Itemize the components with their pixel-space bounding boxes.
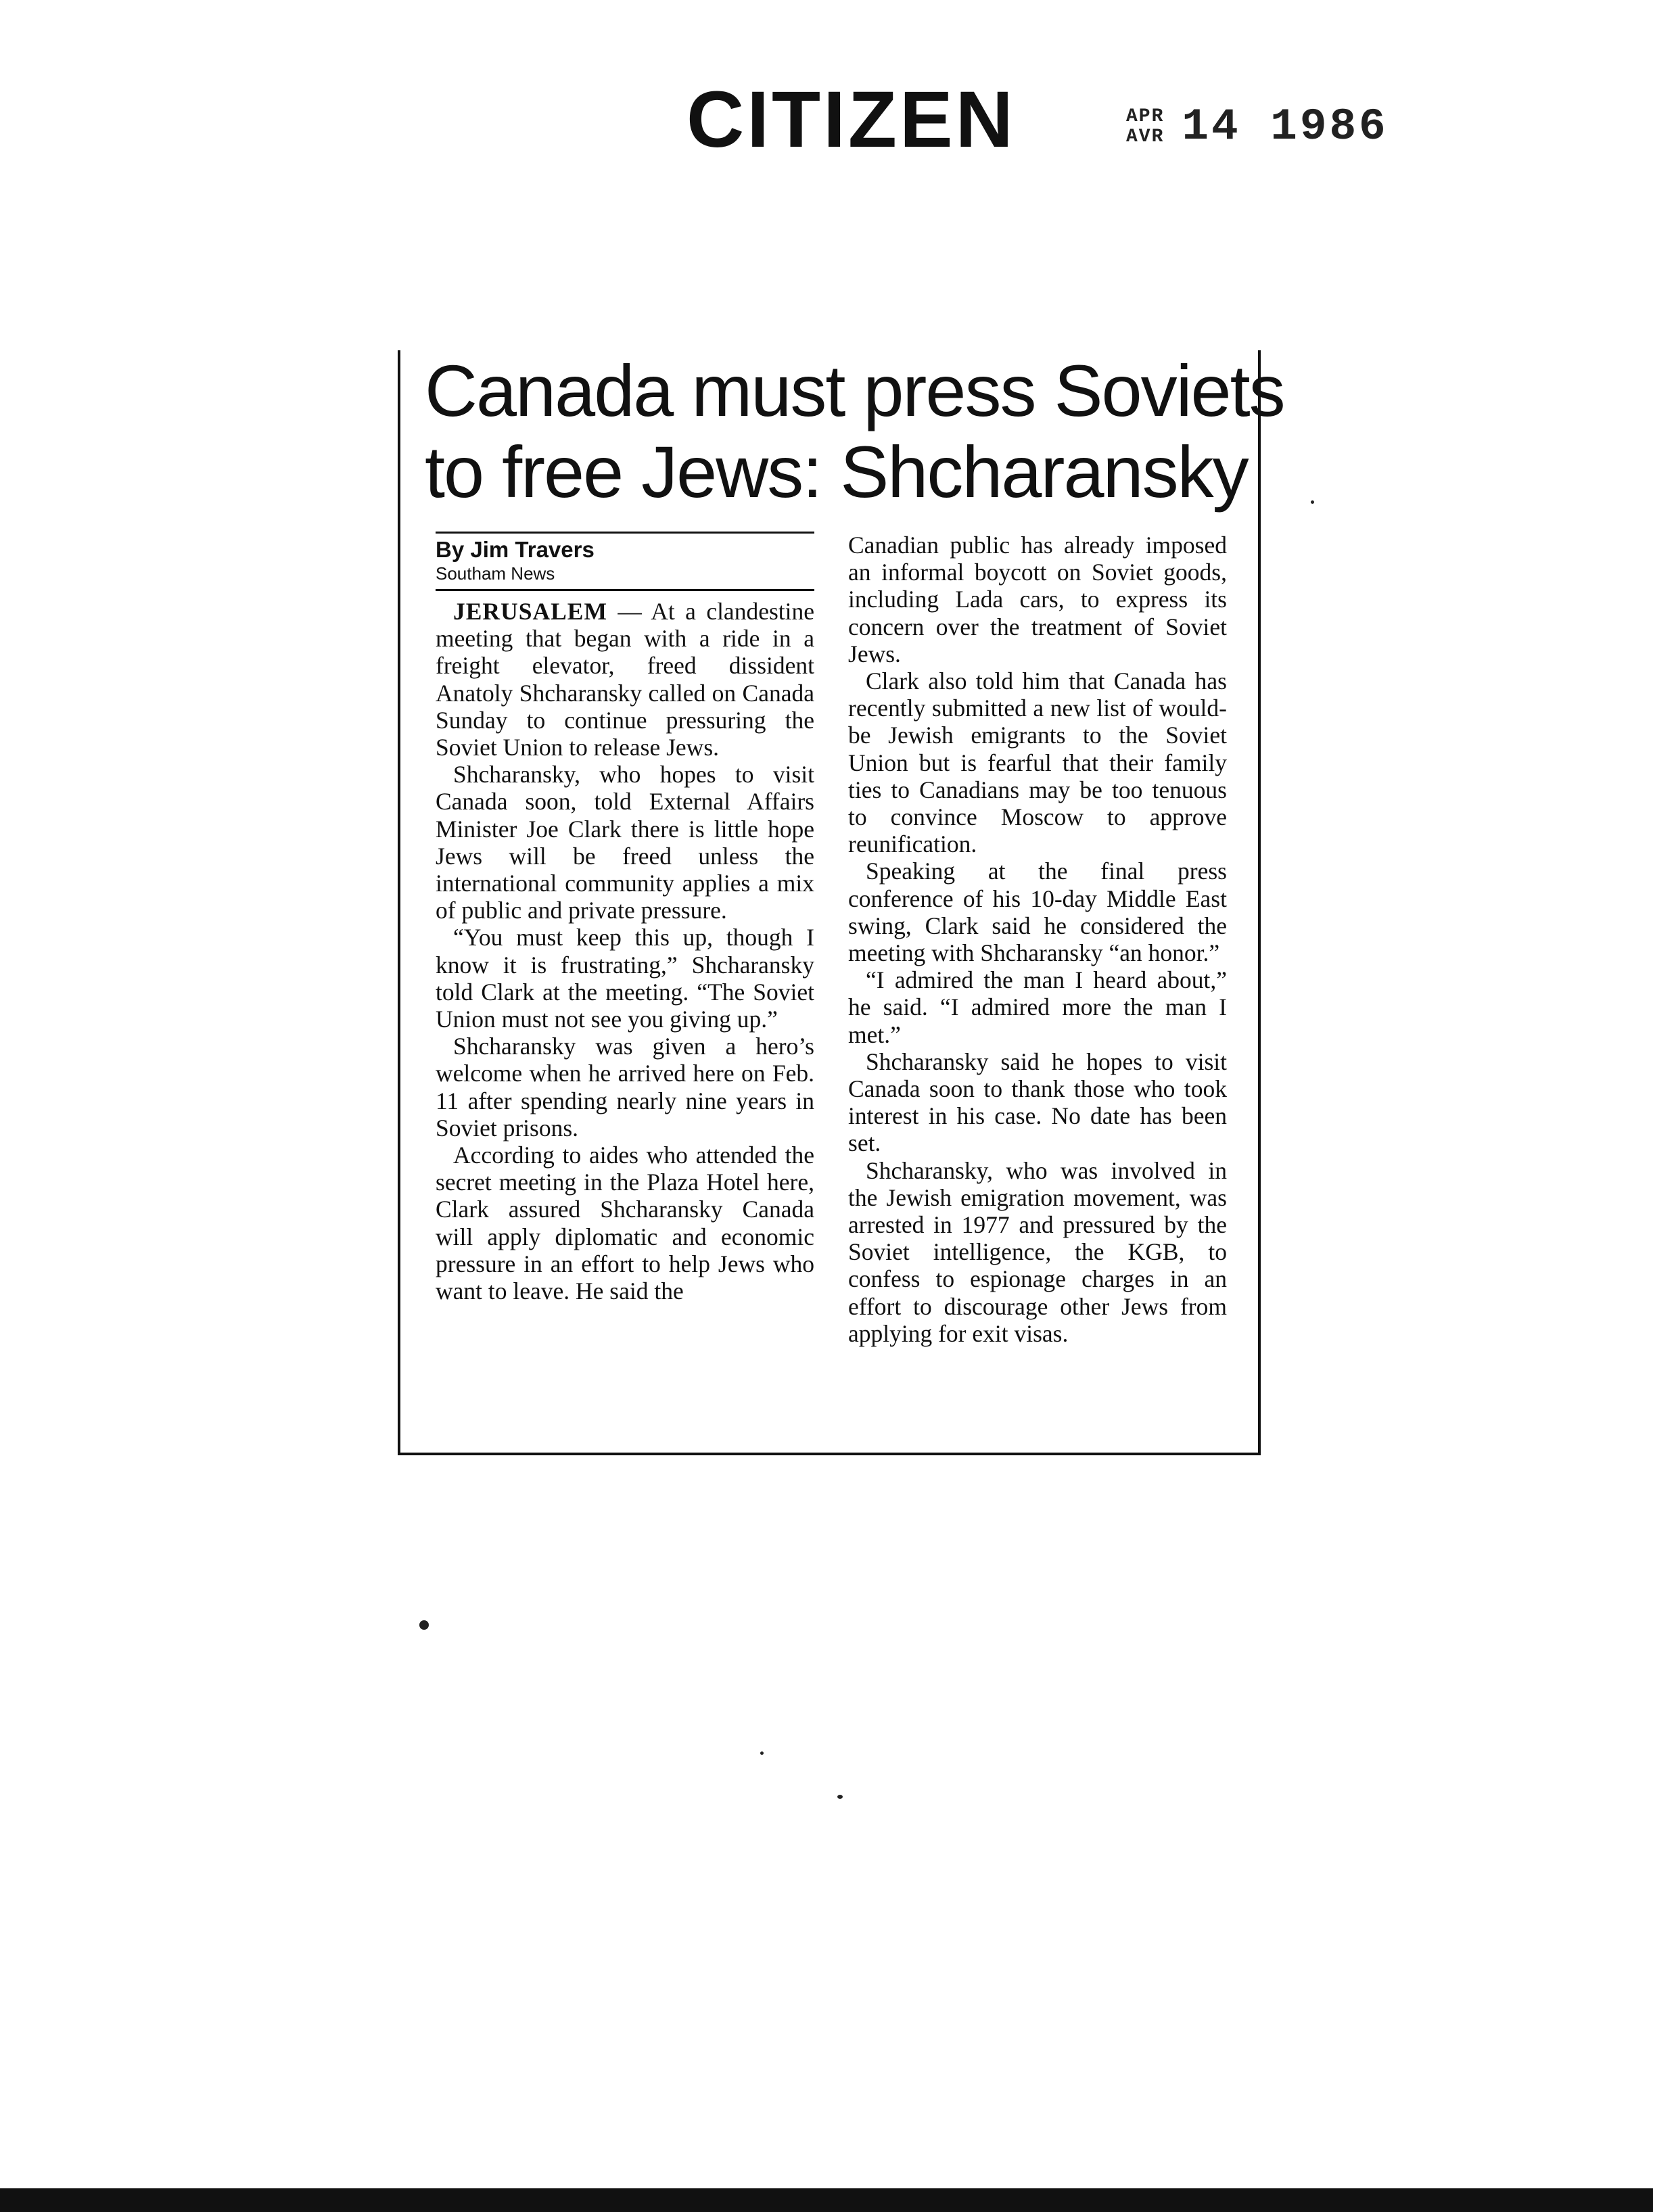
dateline: JERUSALEM: [453, 598, 607, 625]
stamp-date: 14 1986: [1182, 101, 1389, 152]
date-stamp: [1126, 101, 1389, 152]
article-columns: [436, 532, 1234, 1438]
article-paragraph-continued: Canadian public has already imposed an informal boycott on Soviet goods, including Lada cars, to express its concern over the treatment of Soviet Jews.: [848, 532, 1227, 667]
scan-speck: [760, 1751, 764, 1755]
article-paragraph: [436, 598, 814, 761]
stamp-month-fr: AVR: [1126, 126, 1165, 147]
article-paragraph: Speaking at the final press conference of his 10-day Middle East swing, Clark said he considered the meeting with Shcharansky “an honor.”: [848, 857, 1227, 967]
newspaper-masthead: CITIZEN: [686, 75, 1016, 164]
right-column: [848, 532, 1227, 1347]
article-paragraph: Shcharansky, who hopes to visit Canada soon, told External Affairs Minister Joe Clark there is little hope Jews will be freed unless the international community applies a mix of public and private pressure.: [436, 761, 814, 924]
article-paragraph: “I admired the man I heard about,” he said. “I admired more the man I met.”: [848, 966, 1227, 1048]
article-paragraph: Clark also told him that Canada has recently submitted a new list of would-be Jewish emigrants to the Soviet Union but is fearful that their family ties to Canadians may be too tenuous to convince Moscow to approve reunification.: [848, 667, 1227, 858]
article-clipping: [398, 350, 1284, 1455]
byline-author: By Jim Travers: [436, 537, 595, 562]
scan-speck: [837, 1795, 843, 1799]
article-paragraph: Shcharansky, who was involved in the Jewish emigration movement, was arrested in 1977 and pressured by the Soviet intelligence, the KGB, to confess to espionage charges in an effort to discourage other Jews from applying for exit visas.: [848, 1156, 1227, 1347]
lead-text: — At a clandestine meeting that began with a ride in a freight elevator, freed dissident Anatoly Shcharansky called on Canada Sunday to continue pressuring the Soviet Union to release Jews.: [436, 598, 814, 761]
article-headline: [425, 350, 1284, 513]
article-paragraph: Shcharansky said he hopes to visit Canada soon to thank those who took interest in his case. No date has been set.: [848, 1048, 1227, 1157]
byline-organization: Southam News: [436, 563, 814, 591]
stamp-month-en: APR: [1126, 105, 1165, 127]
headline-line-1: Canada must press Soviets: [425, 350, 1284, 431]
headline-line-2: to free Jews: Shcharansky: [425, 431, 1248, 513]
scan-speck: [419, 1620, 429, 1630]
scan-speck: [1311, 500, 1314, 504]
scan-bottom-edge: [0, 2188, 1653, 2212]
byline-rule: [436, 532, 814, 534]
article-paragraph: Shcharansky was given a hero’s welcome when he arrived here on Feb. 11 after spending nearly nine years in Soviet prisons.: [436, 1033, 814, 1142]
article-paragraph: “You must keep this up, though I know it is frustrating,” Shcharansky told Clark at the meeting. “The Soviet Union must not see you giving up.”: [436, 924, 814, 1033]
left-column: [436, 532, 814, 1304]
article-paragraph: According to aides who attended the secret meeting in the Plaza Hotel here, Clark assured Shcharansky Canada will apply diplomatic and economic pressure in an effort to help Jews who want to leave. He said the: [436, 1142, 814, 1305]
stamp-months: [1126, 107, 1164, 147]
